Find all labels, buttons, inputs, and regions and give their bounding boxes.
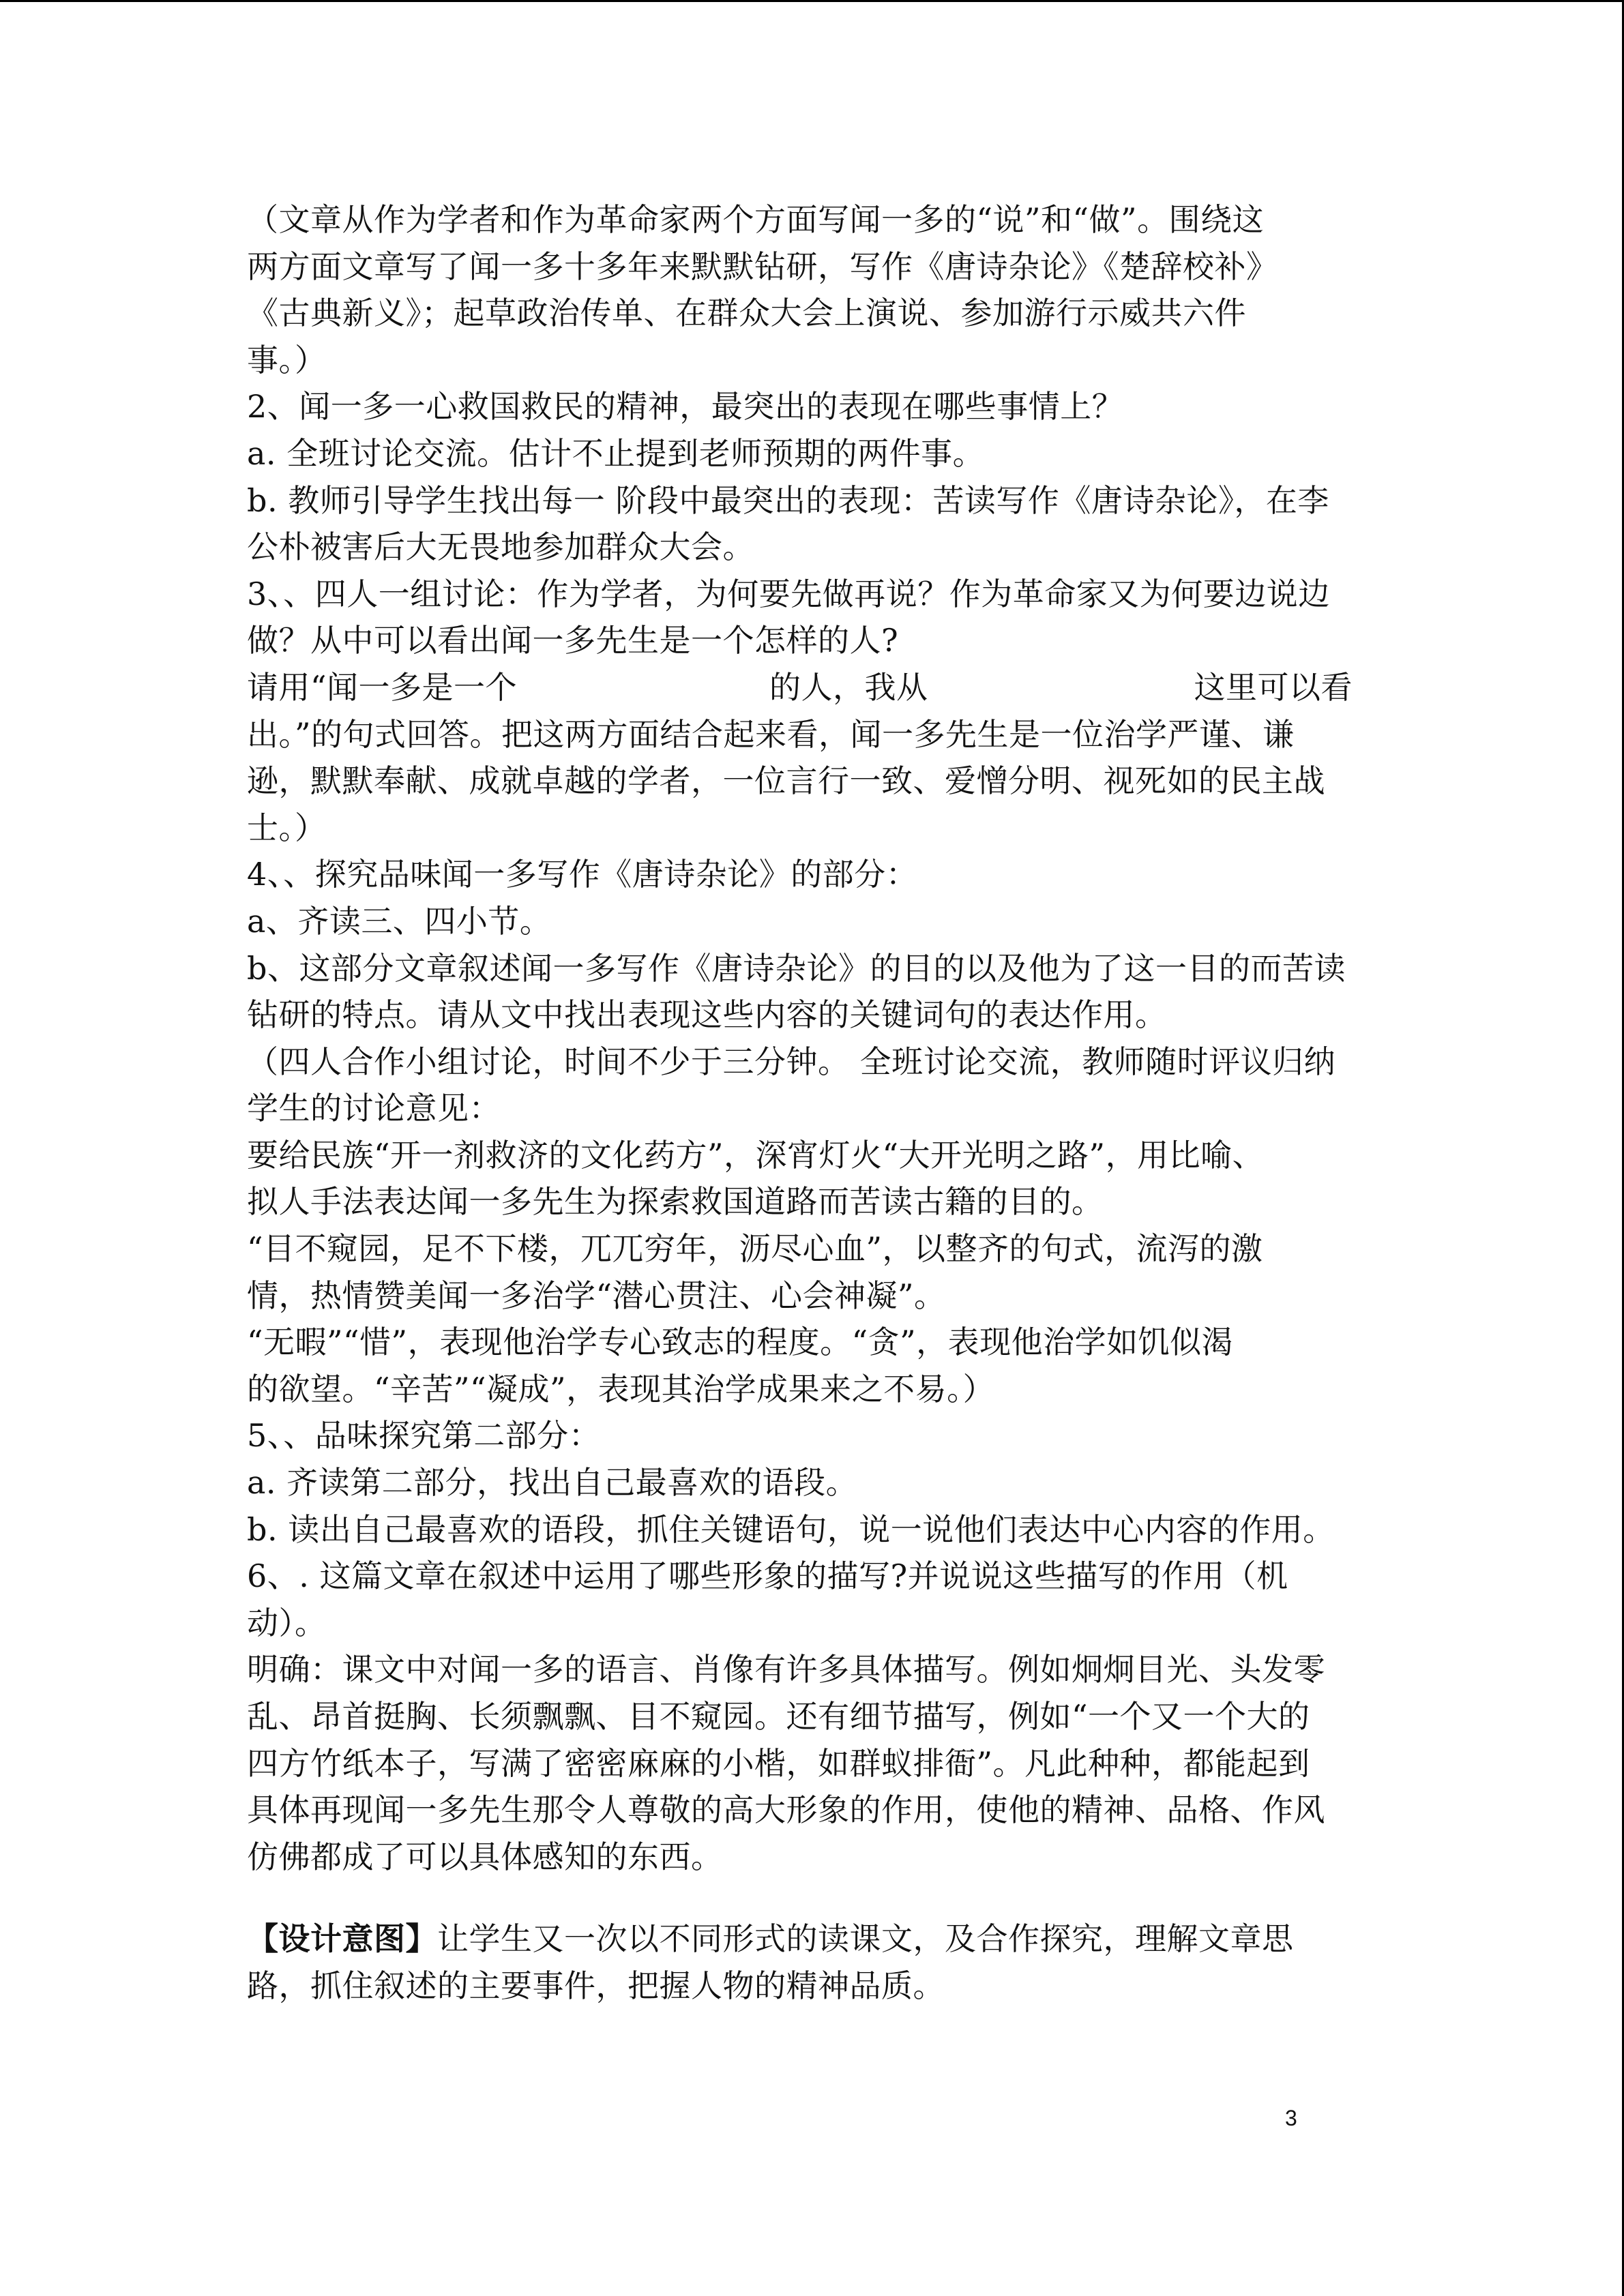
text-line: 动）。 (247, 1604, 327, 1641)
design-intent-label: 【设计意图】 (247, 1920, 437, 1958)
text-line: a. 全班讨论交流。估计不止提到老师预期的两件事。 (247, 434, 985, 472)
text-line: 做？从中可以看出闻一多先生是一个怎样的人? (247, 622, 899, 659)
fill-in-blank-line (247, 664, 1379, 711)
text-line: 出。”的句式回答。把这两方面结合起来看，闻一多先生是一位治学严谨、谦 (247, 715, 1295, 753)
text-line: 4、、探究品味闻一多写作《唐诗杂论》的部分： (247, 856, 918, 893)
text-line: 两方面文章写了闻一多十多年来默默钻研，写作《唐诗杂论》《楚辞校补》 (247, 248, 1278, 285)
text-line: 5、、品味探究第二部分： (247, 1417, 601, 1455)
fill-line-part1: 请用“闻一多是一个 (247, 668, 518, 706)
text-line: b. 读出自己最喜欢的语段，抓住关键语句，说一说他们表达中心内容的作用。 (247, 1510, 1335, 1548)
text-line: b、这部分文章叙述闻一多写作《唐诗杂论》的目的以及他为了这一目的而苦读 (247, 949, 1346, 987)
text-line: 2、闻一多一心救国救民的精神，最突出的表现在哪些事情上？ (247, 388, 1124, 426)
text-line: 的欲望。“辛苦”“凝成”，表现其治学成果来之不易。） (247, 1370, 995, 1407)
text-line: 仿佛都成了可以具体感知的东西。 (247, 1838, 723, 1875)
text-line: “目不窥园，足不下楼，兀兀穷年，沥尽心血”，以整齐的句式，流泻的激 (247, 1230, 1263, 1268)
text-line: 拟人手法表达闻一多先生为探索救国道路而苦读古籍的目的。 (247, 1183, 1104, 1221)
text-line: 钻研的特点。请从文中找出表现这些内容的关键词句的表达作用。 (247, 996, 1167, 1034)
text-line: b. 教师引导学生找出每一 阶段中最突出的表现：苦读写作《唐诗杂论》，在李 (247, 481, 1329, 519)
text-line: 6、. 这篇文章在叙述中运用了哪些形象的描写?并说说这些描写的作用（机 (247, 1557, 1288, 1595)
text-line: 四方竹纸本子，写满了密密麻麻的小楷，如群蚁排衙”。凡此种种，都能起到 (247, 1744, 1310, 1782)
design-intent-text: 让学生又一次以不同形式的读课文，及合作探究，理解文章思 (437, 1920, 1294, 1958)
text-line: 《古典新义》；起草政治传单、在群众大会上演说、参加游行示威共六件 (247, 295, 1246, 332)
fill-line-part3: 这里可以看 (1194, 668, 1353, 706)
text-line: 路，抓住叙述的主要事件，把握人物的精神品质。 (247, 1967, 945, 2004)
text-line: 3、、四人一组讨论：作为学者，为何要先做再说？作为革命家又为何要边说边 (247, 575, 1330, 612)
text-line: a. 齐读第二部分，找出自己最喜欢的语段。 (247, 1464, 858, 1502)
text-line: （四人合作小组讨论，时间不少于三分钟。 全班讨论交流，教师随时评议归纳 (247, 1043, 1336, 1080)
text-line: 具体再现闻一多先生那令人尊敬的高大形象的作用，使他的精神、品格、作风 (247, 1791, 1325, 1829)
text-line: 士。） (247, 809, 327, 846)
page-number: 3 (1285, 2106, 1297, 2130)
text-line: 乱、昂首挺胸、长须飘飘、目不窥园。还有细节描写，例如“一个又一个大的 (247, 1698, 1310, 1735)
text-line: （文章从作为学者和作为革命家两个方面写闻一多的“说”和“做”。围绕这 (247, 201, 1265, 238)
design-intent-line (247, 1915, 1379, 1963)
text-line: a、齐读三、四小节。 (247, 902, 552, 940)
text-line: 逊，默默奉献、成就卓越的学者，一位言行一致、爱憎分明、视死如的民主战 (247, 762, 1325, 800)
text-line: 明确：课文中对闻一多的语言、肖像有许多具体描写。例如炯炯目光、头发零 (247, 1651, 1325, 1688)
document-body (247, 196, 1379, 2010)
text-line: 要给民族“开一剂救济的文化药方”，深宵灯火“大开光明之路”，用比喻、 (247, 1136, 1265, 1174)
text-line: 公朴被害后大无畏地参加群众大会。 (247, 528, 754, 566)
paragraph-gap (247, 1880, 1379, 1915)
text-line: 事。） (247, 341, 327, 378)
text-line: “无暇”“惜”，表现他治学专心致志的程度。“贪”，表现他治学如饥似渴 (247, 1324, 1234, 1361)
fill-line-part2: 的人，我从 (769, 668, 928, 706)
text-line: 学生的讨论意见： (247, 1090, 501, 1127)
text-line: 情，热情赞美闻一多治学“潜心贯注、心会神凝”。 (247, 1277, 946, 1314)
